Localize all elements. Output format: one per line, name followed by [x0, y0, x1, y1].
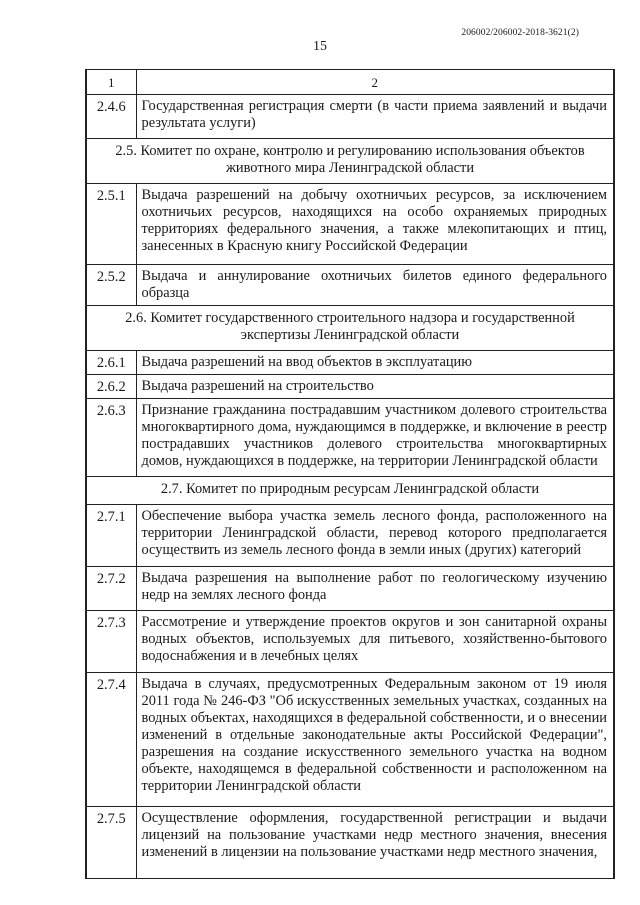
item-number: 2.7.3 [96, 615, 126, 631]
item-text: Рассмотрение и утверждение проектов округов и зон санитарной охраны водных объектов, используемых для питьевого, хозяйственно-бытового водоснабжения и в лечебных целях [141, 614, 607, 664]
column-header-2: 2 [136, 70, 614, 95]
section-row [86, 477, 614, 505]
item-number: 2.7.4 [96, 677, 126, 693]
item-text: Государственная регистрация смерти (в части приема заявлений и выдачи результата услуги) [141, 98, 607, 131]
column-header-1: 1 [86, 70, 136, 95]
item-number: 2.6.1 [96, 355, 126, 371]
services-table [85, 69, 615, 879]
section-row [86, 139, 614, 184]
section-row [86, 306, 614, 351]
item-text: Осуществление оформления, государственной регистрации и выдачи лицензий на пользование участками недр местного значения, внесения изменений в лицензии на пользование участками недр местного значения, [141, 810, 607, 860]
section-title: 2.5. Комитет по охране, контролю и регулированию использования объектов животного мира Ленинградской области [115, 143, 585, 176]
table-row [86, 95, 614, 139]
item-text: Выдача разрешений на строительство [141, 378, 374, 394]
item-number: 2.5.1 [96, 188, 126, 204]
item-text: Выдача разрешений на ввод объектов в эксплуатацию [141, 354, 472, 370]
table-row [86, 611, 614, 673]
item-text: Выдача в случаях, предусмотренных Федеральным законом от 19 июля 2011 года № 246-ФЗ "Об искусственных земельных участках, созданных на водных объектах, находящихся в федеральной собственности, и о внесении изменений в отдельные законодательные акты Российской Федерации", разрешения на создание искусственного земельного участка на водном объекте, находящемся в федеральной собственности и расположенном на территории Ленинградской области [141, 676, 607, 794]
table-row [86, 399, 614, 477]
section-title: 2.6. Комитет государственного строительного надзора и государственной экспертизы Ленинградской области [125, 310, 575, 343]
section-title: 2.7. Комитет по природным ресурсам Ленинградской области [160, 481, 540, 497]
item-text: Обеспечение выбора участка земель лесного фонда, расположенного на территории Ленинградской области, перевод которого предполагается осуществить из земель лесного фонда в земли иных (других) категорий [141, 508, 607, 558]
table-row [86, 265, 614, 306]
item-number: 2.5.2 [96, 269, 126, 285]
table-row [86, 184, 614, 265]
table-header-row [86, 70, 614, 95]
item-number: 2.6.2 [96, 379, 126, 395]
table-row [86, 351, 614, 375]
item-text: Выдача разрешения на выполнение работ по геологическому изучению недр на землях лесного фонда [141, 570, 607, 603]
item-text: Признание гражданина пострадавшим участником долевого строительства многоквартирного дома, нуждающимся в поддержке, и включение в реестр пострадавших участников долевого строительства многоквартирных домов, нуждающихся в поддержке, на территории Ленинградской области [141, 402, 607, 469]
table-row [86, 567, 614, 611]
item-number: 2.7.5 [96, 811, 126, 827]
item-number: 2.4.6 [96, 99, 126, 115]
table-row [86, 505, 614, 567]
table-row [86, 375, 614, 399]
item-text: Выдача разрешений на добычу охотничьих ресурсов, за исключением охотничьих ресурсов, находящихся на особо охраняемых природных территориях федерального значения, а также млекопитающих и птиц, занесенных в Красную книгу Российской Федерации [141, 187, 607, 254]
table-row [86, 807, 614, 879]
table-row [86, 673, 614, 807]
item-number: 2.7.1 [96, 509, 126, 525]
page-number: 15 [313, 39, 327, 54]
item-number: 2.6.3 [96, 403, 126, 419]
item-text: Выдача и аннулирование охотничьих билетов единого федерального образца [141, 268, 607, 301]
item-number: 2.7.2 [96, 571, 126, 587]
document-number: 206002/206002-2018-3621(2) [461, 28, 579, 38]
